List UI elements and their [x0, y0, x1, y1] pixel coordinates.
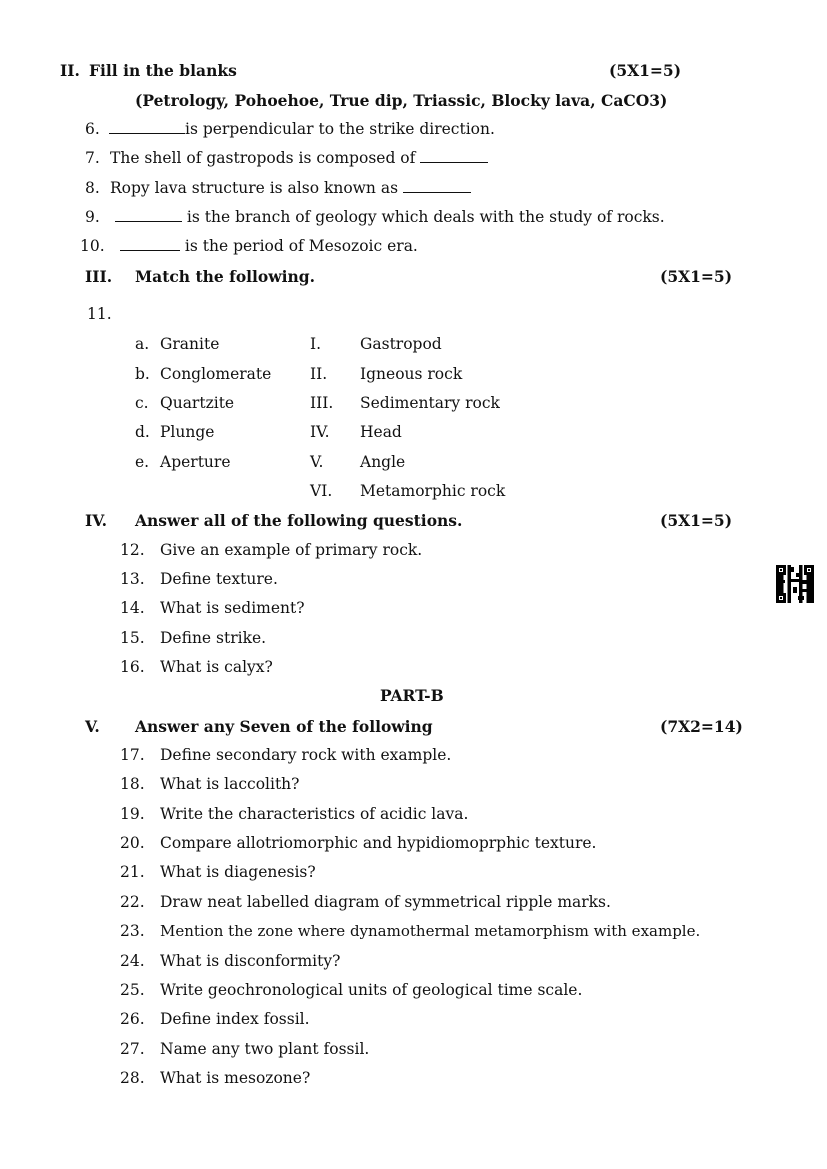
answer-blank: [115, 209, 182, 222]
section-marks: (5X1=5): [609, 61, 682, 80]
question-text: Define secondary rock with example.: [160, 746, 452, 764]
question-text: Define texture.: [160, 570, 278, 588]
question-text: Name any two plant fossil.: [160, 1040, 370, 1058]
question-text: Define index fossil.: [160, 1010, 310, 1028]
question-number: 18.: [120, 775, 145, 793]
question-text: What is sediment?: [160, 599, 305, 617]
question-text: Ropy lava structure is also known as: [110, 179, 471, 197]
match-right-item: Metamorphic rock: [360, 482, 506, 500]
question-text: What is diagenesis?: [160, 863, 316, 881]
match-right-key: I.: [310, 335, 322, 353]
section-title: Answer all of the following questions.: [135, 511, 463, 530]
question-text: is perpendicular to the strike direction.: [109, 120, 495, 138]
question-number: 28.: [120, 1069, 145, 1087]
section-title: Match the following.: [135, 267, 316, 286]
question-text: Write the characteristics of acidic lava.: [160, 805, 469, 823]
answer-blank: [109, 121, 185, 134]
question-number: 9.: [85, 208, 100, 226]
question-number: 22.: [120, 893, 145, 911]
question-text: Write geochronological units of geological time scale.: [160, 981, 583, 999]
part-heading: PART-B: [380, 686, 444, 705]
answer-blank: [120, 238, 180, 251]
question-text: What is mesozone?: [160, 1069, 311, 1087]
question-text: is the branch of geology which deals with the study of rocks.: [115, 208, 665, 226]
answer-blank: [420, 150, 488, 163]
match-right-item: Gastropod: [360, 335, 442, 353]
question-number: 12.: [120, 541, 145, 559]
match-left-key: d.: [135, 423, 150, 441]
match-right-key: IV.: [310, 423, 330, 441]
question-text: is the period of Mesozoic era.: [120, 237, 418, 255]
match-right-item: Head: [360, 423, 402, 441]
question-number: 25.: [120, 981, 145, 999]
question-number: 13.: [120, 570, 145, 588]
question-number: 19.: [120, 805, 145, 823]
section-title: Answer any Seven of the following: [135, 717, 433, 736]
question-number: 10.: [80, 237, 105, 255]
question-text: Compare allotriomorphic and hypidiomoprphic texture.: [160, 834, 597, 852]
question-number: 27.: [120, 1040, 145, 1058]
question-number: 20.: [120, 834, 145, 852]
match-left-key: e.: [135, 453, 150, 471]
question-text: What is calyx?: [160, 658, 273, 676]
question-text: Give an example of primary rock.: [160, 541, 423, 559]
question-number: 26.: [120, 1010, 145, 1028]
match-left-key: c.: [135, 394, 149, 412]
match-left-item: Granite: [160, 335, 220, 353]
match-left-item: Plunge: [160, 423, 215, 441]
match-right-item: Igneous rock: [360, 365, 463, 383]
match-left-item: Conglomerate: [160, 365, 272, 383]
question-number: 15.: [120, 629, 145, 647]
section-number: II.: [60, 61, 80, 80]
question-text: The shell of gastropods is composed of: [110, 149, 488, 167]
match-right-item: Angle: [360, 453, 406, 471]
question-number: 16.: [120, 658, 145, 676]
section-number: IV.: [85, 511, 107, 530]
question-text: Mention the zone where dynamothermal metamorphism with example.: [160, 922, 701, 940]
question-number: 17.: [120, 746, 145, 764]
match-right-key: II.: [310, 365, 328, 383]
question-number: 7.: [85, 149, 100, 167]
question-text: Define strike.: [160, 629, 267, 647]
question-number: 21.: [120, 863, 145, 881]
question-number: 6.: [85, 120, 100, 138]
question-number: 23.: [120, 922, 145, 940]
match-right-key: V.: [310, 453, 324, 471]
match-left-item: Aperture: [160, 453, 231, 471]
match-right-key: III.: [310, 394, 334, 412]
section-marks: (5X1=5): [660, 511, 733, 530]
question-number: 8.: [85, 179, 100, 197]
question-number: 24.: [120, 952, 145, 970]
question-number: 11.: [87, 305, 112, 323]
section-marks: (5X1=5): [660, 267, 733, 286]
match-left-item: Quartzite: [160, 394, 235, 412]
section-number: III.: [85, 267, 113, 286]
answer-blank: [403, 180, 471, 193]
section-title: Fill in the blanks: [89, 61, 237, 80]
match-right-key: VI.: [310, 482, 333, 500]
options-list: (Petrology, Pohoehoe, True dip, Triassic, Blocky lava, CaCO3): [135, 91, 668, 110]
question-number: 14.: [120, 599, 145, 617]
question-text: Draw neat labelled diagram of symmetrical ripple marks.: [160, 893, 611, 911]
match-right-item: Sedimentary rock: [360, 394, 500, 412]
section-marks: (7X2=14): [660, 717, 743, 736]
question-text: What is laccolith?: [160, 775, 300, 793]
section-number: V.: [85, 717, 100, 736]
qr-code-icon: [776, 565, 814, 603]
match-left-key: b.: [135, 365, 150, 383]
match-left-key: a.: [135, 335, 150, 353]
question-text: What is disconformity?: [160, 952, 341, 970]
